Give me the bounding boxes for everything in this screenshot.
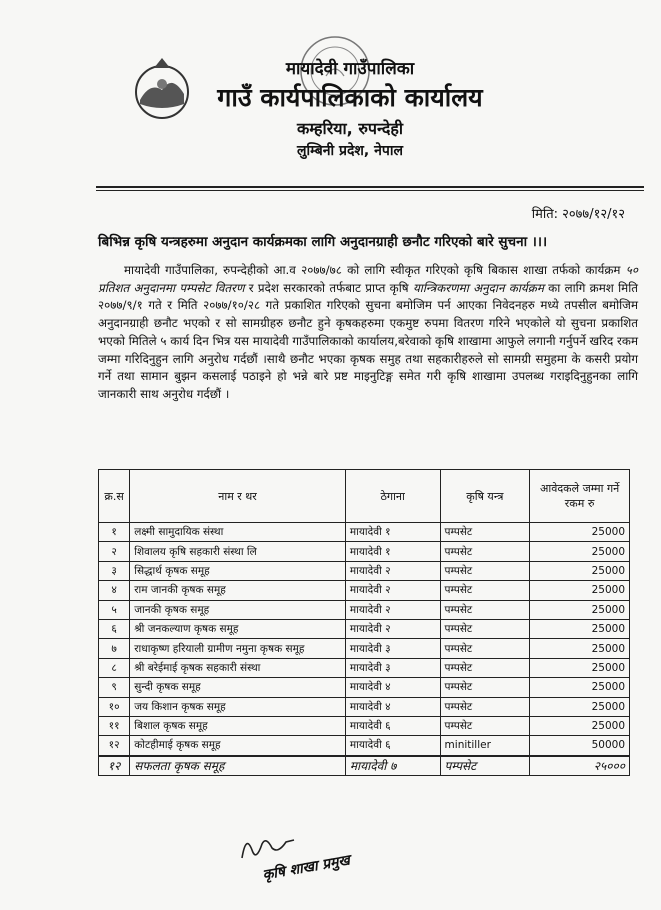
table-row (99, 736, 630, 756)
row-serial: ९ (99, 678, 130, 697)
body-text-part: का लागि क्रमश मिति २०७७/९/१ गते र मिति २०७७/१०/२८ गते प्रकाशित गरिएको सुचना बमोजिम पर्न आएका निवेदनहरु मध्ये तपसील बमोजिम अनुदानग्राही छनौट भएको र सो सामग्रीहरु छनौट हुने कृषकहरुमा एकमुष्ट रुपमा वितरण गरिने भएकोले यो सुचना प्रकाशित भएको मितिले ५ कार्य दिन भित्र यस मायादेवी गाउँपालिकाको कार्यालय,बरेवाको कृषि शाखामा आफुले लगानी गर्नुपर्ने खरिद रकम जम्मा गरिदिनुहुन लागि अनुरोध गर्दछौं ।साथै छनौट भएका कृषक समुह तथा सहकारीहरुले सो सामग्री समुहमा के कसरी प्रयोग गर्ने तथा सामान बुझन कसलाई पठाइने हो भन्ने बारे प्रष्ट माइनुटिङ्ग समेत गरी कृषि शाखामा उपलब्ध गराइदिनुहुनका लागि जानकारी साथ अनुरोध गर्दछौं । (98, 280, 638, 401)
col-amount: आवेदकले जम्मा गर्ने रकम रु (530, 470, 630, 523)
row-name: राम जानकी कृषक समूह (130, 581, 346, 600)
row-address: मायादेवी ३ (345, 639, 440, 658)
row-amount: 25000 (530, 619, 630, 638)
row-name: बिशाल कृषक समूह (130, 716, 346, 735)
table-row (99, 600, 630, 619)
col-serial: क्र.स (99, 470, 130, 523)
row-equipment: पम्पसेट (440, 678, 530, 697)
notice-body (98, 262, 638, 404)
office-location: कम्हरिया, रुपन्देही (296, 119, 404, 138)
table-row (99, 561, 630, 580)
row-serial: ११ (99, 716, 130, 735)
table-row (99, 639, 630, 658)
header-divider-thin (96, 190, 644, 191)
row-address: मायादेवी २ (345, 600, 440, 619)
row-name: सुन्दी कृषक समूह (130, 678, 346, 697)
table-row (99, 678, 630, 697)
row-address: मायादेवी २ (345, 561, 440, 580)
row-address: मायादेवी ६ (345, 736, 440, 756)
row-name: शिवालय कृषि सहकारी संस्था लि (130, 542, 346, 561)
row-amount: 25000 (530, 581, 630, 600)
body-emphasis: यान्त्रिकरणमा अनुदान कार्यक्रम (412, 280, 544, 295)
col-equipment: कृषि यन्त्र (440, 470, 530, 523)
row-equipment: minitiller (440, 736, 530, 756)
row-equipment: पम्पसेट (440, 561, 530, 580)
row-equipment: पम्पसेट (440, 523, 530, 542)
row-equipment: पम्पसेट (440, 581, 530, 600)
table-row (99, 697, 630, 716)
row-address: मायादेवी ४ (345, 697, 440, 716)
row-amount: 25000 (530, 658, 630, 677)
row-address: मायादेवी ४ (345, 678, 440, 697)
row-address: मायादेवी ६ (345, 716, 440, 735)
table-row (99, 523, 630, 542)
row-amount: 25000 (530, 523, 630, 542)
row-name: सिद्धार्थ कृषक समूह (130, 561, 346, 580)
row-address: मायादेवी २ (345, 619, 440, 638)
row-amount: 25000 (530, 639, 630, 658)
row-serial: ६ (99, 619, 130, 638)
row-address: मायादेवी ७ (345, 756, 440, 776)
row-name: कोटहीमाई कृषक समूह (130, 736, 346, 756)
row-name: जानकी कृषक समूह (130, 600, 346, 619)
row-equipment: पम्पसेट (440, 716, 530, 735)
beneficiary-table (98, 469, 630, 776)
row-amount: २५००० (530, 756, 630, 776)
body-text-part: मायादेवी गाउँपालिका, रुपन्देहीको आ.व २०७७/७८ को लागि स्वीकृत गरिएको कृषि बिकास शाखा तर्फको कार्यक्रम (124, 263, 626, 277)
signatory-title: कृषि शाखा प्रमुख (261, 852, 352, 884)
province-name: लुम्बिनी प्रदेश, नेपाल (297, 143, 403, 159)
nepal-emblem-icon (126, 54, 198, 126)
row-serial: ७ (99, 639, 130, 658)
row-amount: 25000 (530, 600, 630, 619)
table-row (99, 542, 630, 561)
header-divider (96, 186, 644, 188)
table-row (99, 581, 630, 600)
row-serial: १० (99, 697, 130, 716)
notice-subject: बिभिन्न कृषि यन्त्रहरुमा अनुदान कार्यक्रमका लागि अनुदानग्राही छनौट गरिएको बारे सुचना ।।। (98, 234, 548, 250)
row-amount: 25000 (530, 542, 630, 561)
row-name: श्री जनकल्याण कृषक समूह (130, 619, 346, 638)
body-text-part: र प्रदेश सरकारको तर्फबाट प्राप्त कृषि (244, 280, 413, 295)
table-header-row (99, 470, 630, 523)
row-equipment: पम्पसेट (440, 542, 530, 561)
row-serial: १२ (99, 736, 130, 756)
office-title: गाउँ कार्यपालिकाको कार्यालय (217, 83, 483, 112)
row-name: सफलता कृषक समूह (130, 756, 346, 776)
row-equipment: पम्पसेट (440, 639, 530, 658)
row-equipment: पम्पसेट (440, 658, 530, 677)
row-serial: ५ (99, 600, 130, 619)
col-name: नाम र थर (130, 470, 346, 523)
body-emphasis: ५० प्रतिशत अनुदानमा पम्पसेट वितरण (98, 263, 638, 295)
handwritten-row (99, 756, 630, 776)
table-row (99, 716, 630, 735)
row-name: जय किशान कृषक समूह (130, 697, 346, 716)
row-address: मायादेवी १ (345, 523, 440, 542)
row-serial: ८ (99, 658, 130, 677)
row-equipment: पम्पसेट (440, 600, 530, 619)
row-serial: ३ (99, 561, 130, 580)
row-equipment: पम्पसेट (440, 619, 530, 638)
table-row (99, 619, 630, 638)
col-address: ठेगाना (345, 470, 440, 523)
row-serial: १२ (99, 756, 130, 776)
row-name: श्री बरेईमाई कृषक सहकारी संस्था (130, 658, 346, 677)
row-address: मायादेवी १ (345, 542, 440, 561)
row-amount: 25000 (530, 561, 630, 580)
row-amount: 50000 (530, 736, 630, 756)
row-serial: २ (99, 542, 130, 561)
table-row (99, 658, 630, 677)
row-amount: 25000 (530, 716, 630, 735)
row-amount: 25000 (530, 697, 630, 716)
row-serial: ४ (99, 581, 130, 600)
row-equipment: पम्पसेट (440, 756, 530, 776)
row-name: राधाकृष्ण हरियाली ग्रामीण नमुना कृषक समूह (130, 639, 346, 658)
row-amount: 25000 (530, 678, 630, 697)
row-serial: १ (99, 523, 130, 542)
municipality-name: मायादेवी गाउँपालिका (285, 59, 415, 79)
row-equipment: पम्पसेट (440, 697, 530, 716)
row-name: लक्ष्मी सामुदायिक संस्था (130, 523, 346, 542)
notice-date: मिति: २०७७/१२/१२ (531, 207, 625, 222)
row-address: मायादेवी ३ (345, 658, 440, 677)
row-address: मायादेवी २ (345, 581, 440, 600)
